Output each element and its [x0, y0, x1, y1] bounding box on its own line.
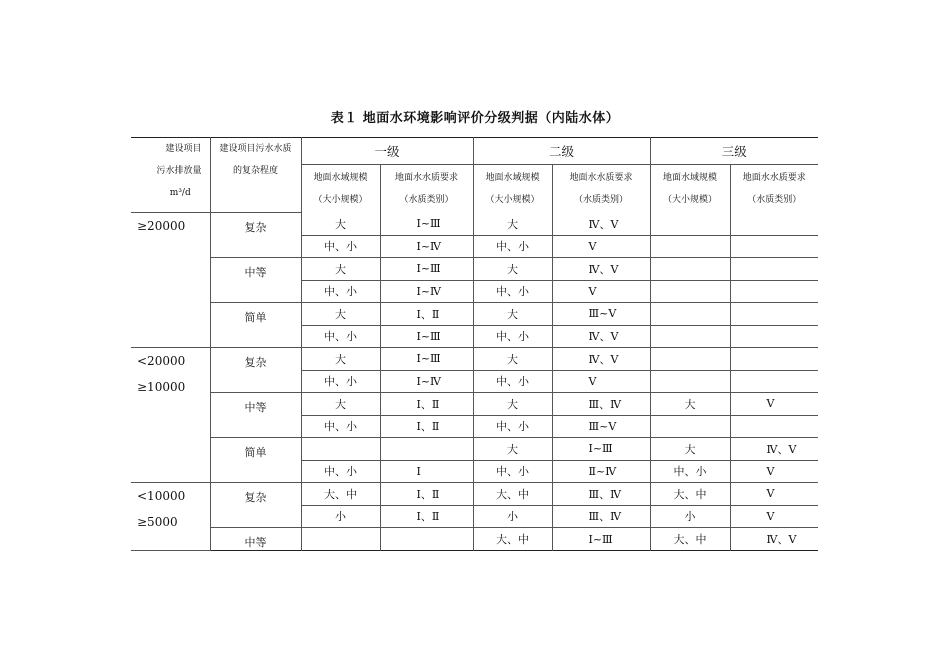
l1-scale-cell: 大: [301, 348, 380, 371]
l2-class-cell: Ⅲ、Ⅳ: [552, 483, 650, 506]
l2-class-cell: Ⅲ、Ⅳ: [552, 505, 650, 528]
l1-scale-cell: 大、中: [301, 483, 380, 506]
l2-class-cell: Ⅳ、V: [552, 258, 650, 281]
l2-class-cell: I~Ⅲ: [552, 528, 650, 551]
header-class-text: 地面水水质要求: [569, 172, 633, 183]
complexity-cell: 简单: [210, 303, 301, 348]
l3-class-cell: V: [730, 393, 818, 416]
l2-class-cell: V: [552, 280, 650, 303]
complexity-cell: 复杂: [210, 213, 301, 258]
l3-scale-cell: [650, 280, 730, 303]
l2-scale-cell: 大、中: [473, 528, 552, 551]
complexity-cell: 复杂: [210, 483, 301, 528]
l3-scale-cell: [650, 348, 730, 371]
table-row: [131, 438, 818, 461]
l3-class-cell: [730, 370, 818, 393]
l2-class-cell: V: [552, 370, 650, 393]
l2-class-cell: V: [552, 235, 650, 258]
l1-scale-cell: 中、小: [301, 235, 380, 258]
discharge-volume-value: ≥20000: [137, 219, 186, 233]
l3-scale-cell: [650, 325, 730, 348]
header-scale-note: （大小规模）: [485, 194, 540, 205]
discharge-volume-cell: [131, 213, 210, 348]
evaluation-table: [131, 137, 818, 551]
table-row: [131, 303, 818, 326]
header-class-l1: [380, 165, 473, 213]
l2-scale-cell: 中、小: [473, 280, 552, 303]
header-scale-text: 地面水域规模: [662, 172, 717, 183]
l1-scale-cell: 中、小: [301, 325, 380, 348]
header-scale-note: （大小规模）: [313, 194, 368, 205]
l2-class-cell: Ⅲ、Ⅳ: [552, 393, 650, 416]
l3-class-cell: V: [730, 460, 818, 483]
l1-class-cell: I~Ⅲ: [380, 213, 473, 236]
table-row: [131, 348, 818, 371]
l1-class-cell: I、Ⅱ: [380, 505, 473, 528]
l3-scale-cell: [650, 213, 730, 236]
header-class-text: 地面水水质要求: [394, 172, 458, 183]
header-class-note: （水质类别）: [399, 194, 454, 205]
discharge-volume-cell: [131, 348, 210, 483]
header-class-note: （水质类别）: [747, 194, 802, 205]
header-discharge-line: 建设项目: [165, 144, 202, 154]
l2-scale-cell: 大: [473, 303, 552, 326]
l2-scale-cell: 中、小: [473, 415, 552, 438]
header-scale-text: 地面水域规模: [313, 172, 368, 183]
header-level-3: 三级: [650, 138, 818, 165]
l2-class-cell: Ⅳ、V: [552, 213, 650, 236]
header-level-2: 二级: [473, 138, 650, 165]
l3-scale-cell: 中、小: [650, 460, 730, 483]
l3-scale-cell: 大、中: [650, 528, 730, 551]
l3-class-cell: [730, 348, 818, 371]
l2-scale-cell: 中、小: [473, 460, 552, 483]
header-class-l3: [730, 165, 818, 213]
l1-class-cell: I、Ⅱ: [380, 303, 473, 326]
l3-class-cell: V: [730, 483, 818, 506]
l3-scale-cell: 大、中: [650, 483, 730, 506]
discharge-volume-value: ≥5000: [137, 515, 178, 529]
l2-class-cell: Ⅱ~Ⅳ: [552, 460, 650, 483]
l1-scale-cell: 大: [301, 393, 380, 416]
l3-class-cell: V: [730, 505, 818, 528]
evaluation-table-container: [131, 137, 818, 551]
l2-scale-cell: 大: [473, 348, 552, 371]
l3-class-cell: [730, 258, 818, 281]
l2-class-cell: Ⅳ、V: [552, 348, 650, 371]
table-body: [131, 213, 818, 551]
l3-class-cell: [730, 235, 818, 258]
l2-scale-cell: 大: [473, 258, 552, 281]
table-row: [131, 483, 818, 506]
l2-scale-cell: 大: [473, 213, 552, 236]
l3-class-cell: [730, 303, 818, 326]
l1-class-cell: I、Ⅱ: [380, 483, 473, 506]
l1-scale-cell: 中、小: [301, 280, 380, 303]
l1-class-cell: I: [380, 460, 473, 483]
l3-scale-cell: 大: [650, 393, 730, 416]
table-row: [131, 528, 818, 551]
l2-class-cell: Ⅲ~V: [552, 303, 650, 326]
l3-class-cell: Ⅳ、V: [730, 438, 818, 461]
l3-class-cell: [730, 280, 818, 303]
l1-class-cell: I、Ⅱ: [380, 415, 473, 438]
discharge-volume-cell: [131, 483, 210, 551]
document-title: 表１ 地面水环境影响评价分级判据（内陆水体）: [330, 111, 620, 126]
l3-scale-cell: [650, 415, 730, 438]
l1-scale-cell: 大: [301, 213, 380, 236]
table-row: [131, 213, 818, 236]
header-discharge-volume: [131, 138, 210, 213]
l1-class-cell: [380, 528, 473, 551]
header-class-text: 地面水水质要求: [742, 172, 806, 183]
header-discharge-line: 污水排放量: [156, 166, 202, 176]
l2-scale-cell: 中、小: [473, 370, 552, 393]
l3-class-cell: Ⅳ、V: [730, 528, 818, 551]
header-scale-l2: [473, 165, 552, 213]
l1-class-cell: I~Ⅳ: [380, 235, 473, 258]
complexity-cell: 中等: [210, 528, 301, 551]
l1-class-cell: I~Ⅳ: [380, 370, 473, 393]
header-complexity-label: 建设项目污水水质的复杂程度: [219, 144, 292, 176]
l1-scale-cell: 小: [301, 505, 380, 528]
l2-scale-cell: 大: [473, 393, 552, 416]
table-row: [131, 393, 818, 416]
table-row: [131, 258, 818, 281]
header-scale-text: 地面水域规模: [485, 172, 540, 183]
header-complexity: [210, 138, 301, 213]
l1-class-cell: I~Ⅲ: [380, 325, 473, 348]
complexity-cell: 复杂: [210, 348, 301, 393]
l3-scale-cell: 大: [650, 438, 730, 461]
header-level-1: 一级: [301, 138, 473, 165]
l3-class-cell: [730, 325, 818, 348]
l3-scale-cell: [650, 235, 730, 258]
l1-scale-cell: 中、小: [301, 370, 380, 393]
header-scale-l1: [301, 165, 380, 213]
discharge-volume-value: <10000: [137, 489, 186, 503]
l3-scale-cell: 小: [650, 505, 730, 528]
header-class-l2: [552, 165, 650, 213]
l3-class-cell: [730, 213, 818, 236]
l2-scale-cell: 中、小: [473, 325, 552, 348]
complexity-cell: 简单: [210, 438, 301, 483]
header-discharge-unit: m³/d: [169, 188, 191, 198]
l3-scale-cell: [650, 370, 730, 393]
l1-scale-cell: [301, 438, 380, 461]
l2-class-cell: Ⅲ~V: [552, 415, 650, 438]
l2-class-cell: I~Ⅲ: [552, 438, 650, 461]
l1-class-cell: [380, 438, 473, 461]
l1-scale-cell: 中、小: [301, 415, 380, 438]
complexity-cell: 中等: [210, 393, 301, 438]
l1-class-cell: I、Ⅱ: [380, 393, 473, 416]
l1-scale-cell: 大: [301, 303, 380, 326]
header-class-note: （水质类别）: [573, 194, 628, 205]
l3-scale-cell: [650, 303, 730, 326]
l3-scale-cell: [650, 258, 730, 281]
l1-class-cell: I~Ⅲ: [380, 258, 473, 281]
l3-class-cell: [730, 415, 818, 438]
l1-scale-cell: 中、小: [301, 460, 380, 483]
l2-class-cell: Ⅳ、V: [552, 325, 650, 348]
l1-class-cell: I~Ⅳ: [380, 280, 473, 303]
l2-scale-cell: 大、中: [473, 483, 552, 506]
l2-scale-cell: 大: [473, 438, 552, 461]
l1-scale-cell: 大: [301, 258, 380, 281]
discharge-volume-value: <20000: [137, 354, 186, 368]
header-scale-l3: [650, 165, 730, 213]
l2-scale-cell: 中、小: [473, 235, 552, 258]
l1-scale-cell: [301, 528, 380, 551]
l2-scale-cell: 小: [473, 505, 552, 528]
l1-class-cell: I~Ⅲ: [380, 348, 473, 371]
discharge-volume-value: ≥10000: [137, 380, 186, 394]
header-scale-note: （大小规模）: [662, 194, 717, 205]
complexity-cell: 中等: [210, 258, 301, 303]
